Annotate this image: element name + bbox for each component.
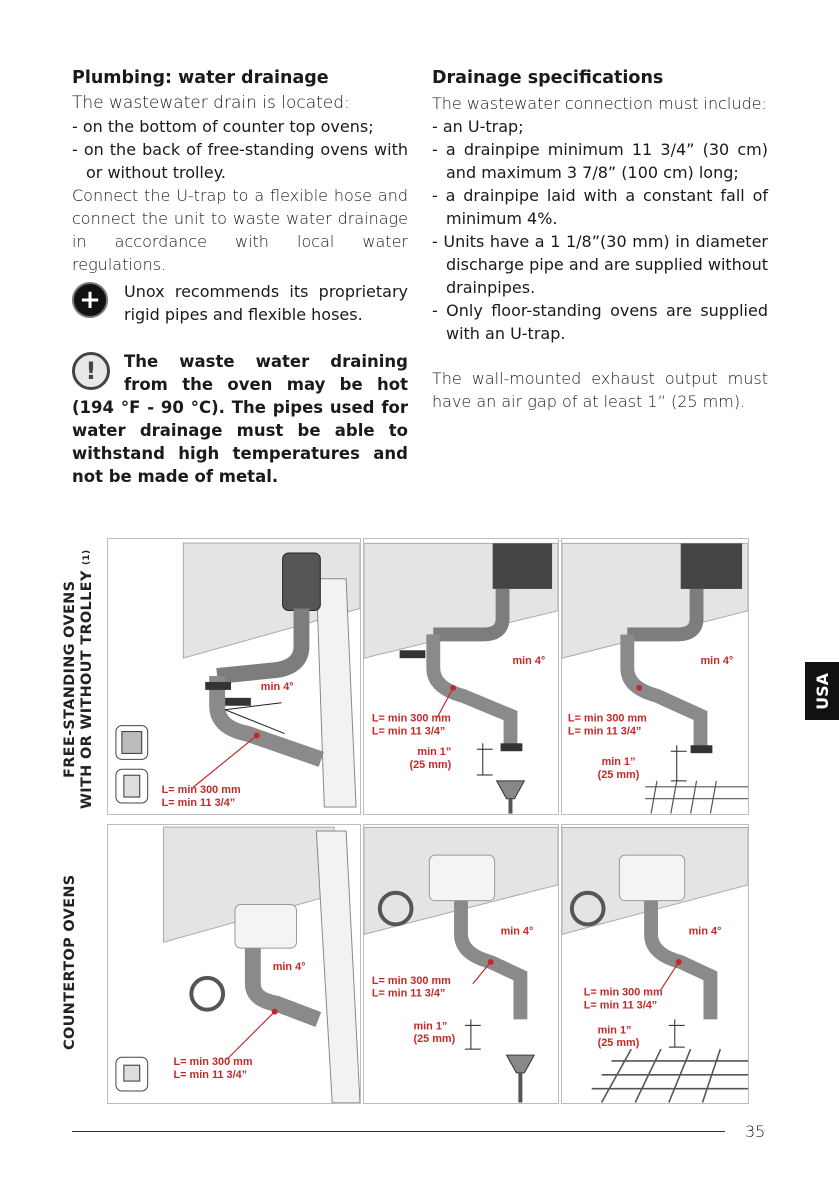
drainage-diagram-grid [107, 538, 749, 1104]
gap-metric-label: (25 mm) [413, 1033, 456, 1046]
row1-footnote-marker: (1) [82, 549, 92, 565]
page-number: 35 [745, 1122, 766, 1141]
spec-bullet: - Only floor-standing ovens are supplied with an U-trap. [432, 301, 768, 343]
freestanding-grate-svg [562, 539, 748, 814]
countertop-funnel-svg [364, 825, 558, 1103]
row1-label-line2: WITH OR WITHOUT TROLLEY [79, 570, 95, 809]
gap-imperial-label: min 1” [601, 756, 636, 769]
countertop-channel-svg [108, 825, 360, 1103]
diagram-countertop-funnel [363, 824, 559, 1104]
oven-drain-outlet [283, 553, 321, 611]
warning-text: The waste water draining from the oven may be hot (194 °F - 90 °C). The pipes used for water drainage must be able to withstand high temperatures and not be made of metal. [72, 352, 408, 486]
exhaust-note: The wall-mounted exhaust output must have an air gap of at least 1” (25 mm). [432, 369, 768, 411]
spec-bullet: - an U-trap; [432, 117, 524, 136]
diagram-countertop-channel [107, 824, 361, 1104]
slope-label: min 4° [272, 960, 306, 973]
diagram-freestanding-channel [107, 538, 361, 815]
length-imperial-label: L= min 11 3/4” [371, 725, 446, 738]
slope-label: min 4° [688, 925, 722, 938]
right-column [432, 66, 768, 413]
drain-location-bullet: - on the bottom of counter top ovens; [72, 117, 374, 136]
length-metric-label: L= min 300 mm [583, 986, 663, 999]
row2-label [62, 825, 86, 1100]
length-imperial-label: L= min 11 3/4” [173, 1069, 248, 1082]
slope-label: min 4° [260, 680, 294, 693]
footer-rule [72, 1131, 725, 1132]
diagram-countertop-grate [561, 824, 749, 1104]
connect-instruction: Connect the U-trap to a flexible hose and connect the unit to waste water drainage in accordance with local water regulations. [72, 186, 408, 274]
slope-label: min 4° [500, 925, 534, 938]
length-metric-label: L= min 300 mm [173, 1056, 253, 1069]
drain-location-bullet: - on the back of free-standing ovens with or without trolley. [72, 140, 408, 182]
row1-label [62, 545, 102, 813]
freestanding-funnel-svg [364, 539, 558, 814]
drainage-spec-heading: Drainage specifications [432, 68, 664, 88]
slope-label: min 4° [700, 655, 734, 668]
recommendation-note [72, 280, 408, 326]
length-metric-label: L= min 300 mm [371, 712, 451, 725]
drain-location-intro: The wastewater drain is located: [72, 93, 350, 113]
length-metric-label: L= min 300 mm [161, 784, 241, 797]
gap-imperial-label: min 1” [417, 746, 452, 759]
diagram-freestanding-funnel [363, 538, 559, 815]
length-imperial-label: L= min 11 3/4” [161, 796, 236, 809]
spec-intro: The wastewater connection must include: [432, 94, 767, 113]
spec-bullet: - a drainpipe minimum 11 3/4” (30 cm) and maximum 3 7/8” (100 cm) long; [432, 140, 768, 182]
length-imperial-label: L= min 11 3/4” [583, 999, 658, 1012]
length-imperial-label: L= min 11 3/4” [371, 987, 446, 1000]
gap-metric-label: (25 mm) [409, 759, 452, 772]
language-tab-label: USA [812, 672, 832, 710]
spec-bullet: - a drainpipe laid with a constant fall of minimum 4%. [432, 186, 768, 228]
countertop-grate-svg [562, 825, 748, 1103]
gap-metric-label: (25 mm) [597, 1037, 640, 1050]
gap-imperial-label: min 1” [413, 1020, 448, 1033]
slope-label: min 4° [512, 655, 546, 668]
length-metric-label: L= min 300 mm [371, 974, 451, 987]
gap-imperial-label: min 1” [597, 1024, 632, 1037]
exclamation-circle-icon: ! [72, 352, 110, 390]
spec-bullet: - Units have a 1 1/8”(30 mm) in diameter discharge pipe and are supplied without drainpipes. [432, 232, 768, 297]
plus-circle-icon: + [72, 282, 108, 318]
length-imperial-label: L= min 11 3/4” [567, 725, 642, 738]
row1-label-line1: FREE-STANDING OVENS [62, 580, 78, 778]
gap-metric-label: (25 mm) [597, 768, 640, 781]
language-tab [805, 662, 839, 720]
plumbing-heading: Plumbing: water drainage [72, 68, 329, 88]
left-column [72, 66, 408, 488]
freestanding-channel-svg [108, 539, 360, 814]
recommendation-text: Unox recommends its proprietary rigid pipes and flexible hoses. [124, 282, 408, 324]
diagram-freestanding-grate [561, 538, 749, 815]
length-metric-label: L= min 300 mm [567, 712, 647, 725]
hot-water-warning [72, 350, 408, 488]
row2-label-text: COUNTERTOP OVENS [62, 874, 78, 1051]
